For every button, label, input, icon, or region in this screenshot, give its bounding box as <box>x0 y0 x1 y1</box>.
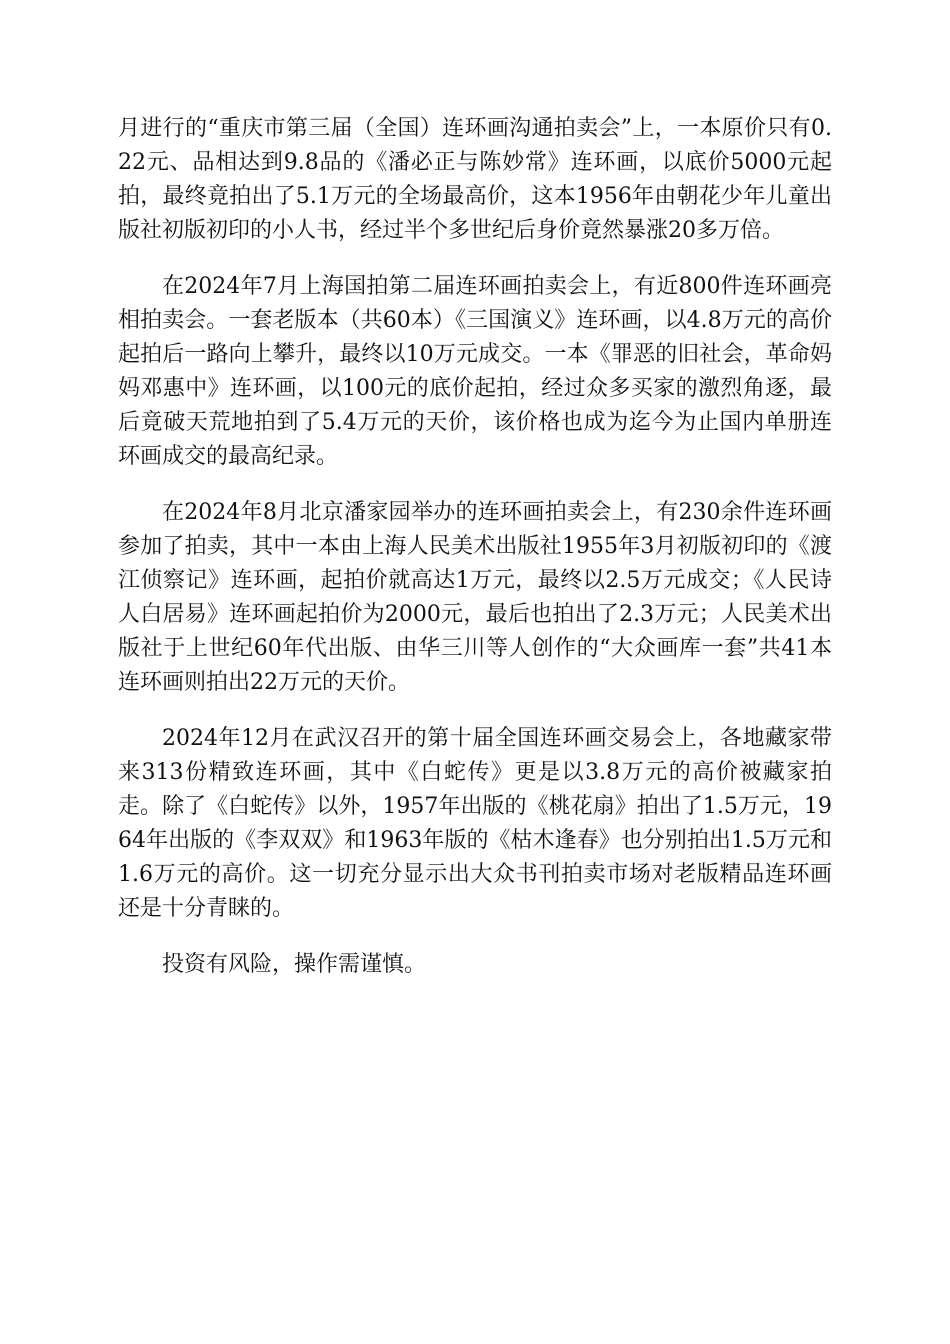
paragraph-2: 在2024年7月上海国拍第二届连环画拍卖会上，有近800件连环画亮相拍卖会。一套老版本（共60本）《三国演义》连环画，以4.8万元的高价起拍后一路向上攀升，最终以10万元成交。一本《罪恶的旧社会，革命妈妈邓惠中》连环画，以100元的底价起拍，经过众多买家的激烈角逐，最后竟破天荒地拍到了5.4万元的天价，该价格也成为迄今为止国内单册连环画成交的最高纪录。 <box>118 274 832 469</box>
document-body <box>118 112 832 1004</box>
paragraph-1: 月进行的“重庆市第三届（全国）连环画沟通拍卖会”上，一本原价只有0.22元、品相达到9.8品的《潘必正与陈妙常》连环画，以底价5000元起拍，最终竟拍出了5.1万元的全场最高价，这本1956年由朝花少年儿童出版社初版初印的小人书，经过半个多世纪后身价竟然暴涨20多万倍。 <box>118 116 832 243</box>
paragraph-4: 2024年12月在武汉召开的第十届全国连环画交易会上，各地藏家带来313份精致连环画，其中《白蛇传》更是以3.8万元的高价被藏家拍走。除了《白蛇传》以外，1957年出版的《桃花扇》拍出了1.5万元，1964年出版的《李双双》和1963年版的《枯木逢春》也分别拍出1.5万元和1.6万元的高价。这一切充分显示出大众书刊拍卖市场对老版精品连环画还是十分青睐的。 <box>118 726 833 921</box>
paragraph-3: 在2024年8月北京潘家园举办的连环画拍卖会上，有230余件连环画参加了拍卖，其中一本由上海人民美术出版社1955年3月初版初印的《渡江侦察记》连环画，起拍价就高达1万元，最终以2.5万元成交；《人民诗人白居易》连环画起拍价为2000元，最后也拍出了2.3万元；人民美术出版社于上世纪60年代出版、由华三川等人创作的“大众画库一套”共41本连环画则拍出22万元的天价。 <box>118 500 832 695</box>
paragraph-5: 投资有风险，操作需谨慎。 <box>162 952 427 977</box>
